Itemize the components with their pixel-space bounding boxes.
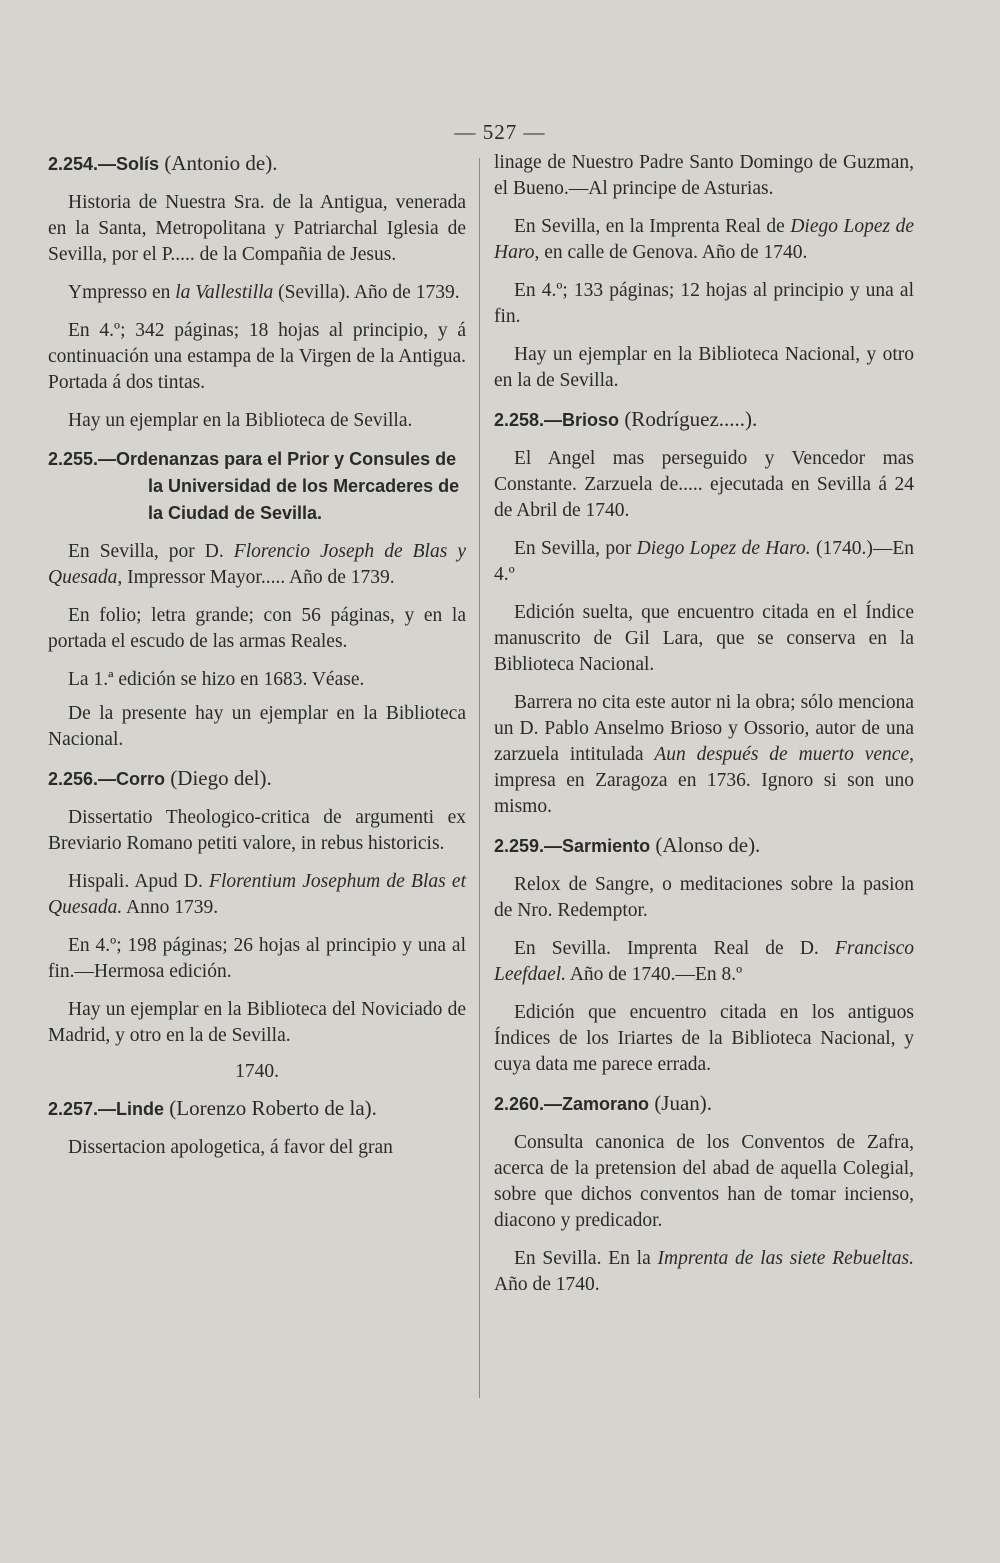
left-column	[48, 150, 466, 1173]
right-column	[494, 150, 914, 1310]
entry-heading-2255: 2.255.—Ordenanzas para el Prior y Consules de la Universidad de los Mercaderes de la Ciudad de Sevilla.	[48, 449, 460, 523]
entry-imprint: Ympresso en la Vallestilla (Sevilla). Año de 1739.	[68, 282, 460, 303]
page-number: — 527 —	[454, 120, 546, 144]
entry-heading-2256	[48, 765, 466, 793]
entry-number: 2.258.—Brioso	[494, 410, 620, 430]
entry-number: 2.256.—Corro	[48, 769, 166, 789]
entry-imprint: En Sevilla, por D. Florencio Joseph de Blas y Quesada, Impressor Mayor..... Año de 1739.	[48, 541, 466, 588]
column-divider	[479, 158, 480, 1398]
entry-title: Relox de Sangre, o meditaciones sobre la pasion de Nro. Redemptor.	[494, 874, 914, 921]
entry-number: 2.257.—Linde	[48, 1099, 165, 1119]
entry-description: En 4.º; 133 páginas; 12 hojas al principio y una al fin.	[494, 280, 914, 327]
entry-author: (Diego del).	[165, 766, 272, 790]
entry-number: 2.260.—Zamorano	[494, 1094, 650, 1114]
entry-heading-2259	[494, 832, 914, 860]
entry-note: Barrera no cita este autor ni la obra; sólo menciona un D. Pablo Anselmo Brioso y Ossorio, autor de una zarzuela intitulada Aun después de muerto vence, impresa en Zaragoza en 1736. Ignoro si son uno mismo.	[494, 692, 914, 817]
entry-heading-2254	[48, 150, 466, 178]
entry-title: Dissertacion apologetica, á favor del gran	[68, 1137, 393, 1158]
entry-description: En folio; letra grande; con 56 páginas, y en la portada el escudo de las armas Reales.	[48, 605, 466, 652]
entry-imprint: En Sevilla, por Diego Lopez de Haro. (1740.)—En 4.º	[494, 538, 914, 585]
entry-author: (Alonso de).	[650, 833, 761, 857]
entry-note: Edición suelta, que encuentro citada en el Índice manuscrito de Gil Lara, que se conserva en la Biblioteca Nacional.	[494, 602, 914, 675]
entry-author: (Juan).	[649, 1091, 713, 1115]
entry-note: La 1.ª edición se hizo en 1683. Véase.	[68, 669, 365, 690]
entry-title: Consulta canonica de los Conventos de Zafra, acerca de la pretension del abad de aquella Colegial, sobre que dichos conventos han de tomar incienso, diacono y predicador.	[494, 1132, 914, 1231]
entry-heading-2257	[48, 1095, 466, 1123]
entry-author: (Lorenzo Roberto de la).	[164, 1096, 377, 1120]
entry-imprint: Hispali. Apud D. Florentium Josephum de Blas et Quesada. Anno 1739.	[48, 871, 466, 918]
entry-author: (Rodríguez.....).	[619, 407, 758, 431]
entry-heading-2258	[494, 406, 914, 434]
entry-imprint: En Sevilla. En la Imprenta de las siete Rebueltas. Año de 1740.	[494, 1248, 914, 1295]
entry-number: 2.259.—Sarmiento	[494, 836, 651, 856]
entry-location: Hay un ejemplar en la Biblioteca del Noviciado de Madrid, y otro en la de Sevilla.	[48, 999, 466, 1046]
entry-title: Historia de Nuestra Sra. de la Antigua, venerada en la Santa, Metropolitana y Patriarchal Iglesia de Sevilla, por el P..... de la Compañia de Jesus.	[48, 192, 466, 265]
entry-location: De la presente hay un ejemplar en la Biblioteca Nacional.	[48, 703, 466, 750]
entry-title: El Angel mas perseguido y Vencedor mas Constante. Zarzuela de..... ejecutada en Sevilla á 24 de Abril de 1740.	[494, 448, 914, 521]
entry-imprint: En Sevilla. Imprenta Real de D. Francisco Leefdael. Año de 1740.—En 8.º	[494, 938, 914, 985]
entry-title-continued: linage de Nuestro Padre Santo Domingo de Guzman, el Bueno.—Al principe de Asturias.	[494, 152, 914, 199]
entry-number: 2.254.—Solís	[48, 154, 160, 174]
entry-description: En 4.º; 342 páginas; 18 hojas al principio, y á continuación una estampa de la Virgen de la Antigua. Portada á dos tintas.	[48, 320, 466, 393]
entry-location: Hay un ejemplar en la Biblioteca Nacional, y otro en la de Sevilla.	[494, 344, 914, 391]
entry-title: Dissertatio Theologico-critica de argumenti ex Breviario Romano petiti valore, in rebus historicis.	[48, 807, 466, 854]
entry-location: Hay un ejemplar en la Biblioteca de Sevilla.	[68, 410, 413, 431]
entry-imprint: En Sevilla, en la Imprenta Real de Diego Lopez de Haro, en calle de Genova. Año de 1740.	[494, 216, 914, 263]
entry-author: (Antonio de).	[159, 151, 278, 175]
entry-description: En 4.º; 198 páginas; 26 hojas al principio y una al fin.—Hermosa edición.	[48, 935, 466, 982]
year-heading: 1740.	[235, 1061, 279, 1082]
entry-heading-2260	[494, 1090, 914, 1118]
entry-note: Edición que encuentro citada en los antiguos Índices de los Iriartes de la Biblioteca Nacional, y cuya data me parece errada.	[494, 1002, 914, 1075]
